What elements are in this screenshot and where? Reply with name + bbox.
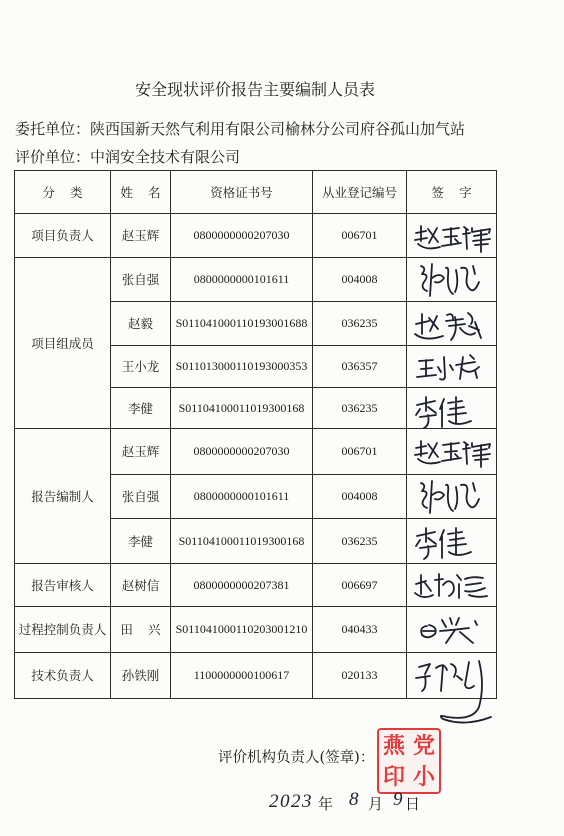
registration-number-cell: 036235 xyxy=(313,519,407,564)
client-label: 委托单位： xyxy=(15,120,91,138)
client-line xyxy=(15,120,465,138)
cert-number-cell: S011013000110193000353 xyxy=(171,346,313,388)
date-year-unit: 年 xyxy=(318,795,334,813)
signature-cell xyxy=(407,388,497,429)
registration-number-cell: 020133 xyxy=(313,653,407,699)
name-cell: 张自强 xyxy=(111,475,171,519)
handwritten-signature xyxy=(413,216,493,256)
cert-number-cell: S011041000110193001688 xyxy=(171,302,313,346)
header-name: 姓 名 xyxy=(111,171,171,214)
category-cell: 技术负责人 xyxy=(15,653,111,699)
handwritten-signature xyxy=(413,348,493,388)
registration-number-cell: 036235 xyxy=(313,302,407,346)
handwritten-signature xyxy=(413,566,493,606)
name-cell: 赵树信 xyxy=(111,564,171,607)
registration-number-cell: 036235 xyxy=(313,388,407,429)
category-cell: 项目负责人 xyxy=(15,214,111,258)
handwritten-signature xyxy=(413,655,493,695)
registration-number-cell: 006701 xyxy=(313,429,407,475)
signature-cell xyxy=(407,429,497,475)
seal-char: 小 xyxy=(412,763,435,790)
signature-cell xyxy=(407,302,497,346)
signature-cell xyxy=(407,519,497,564)
name-cell: 王小龙 xyxy=(111,346,171,388)
cert-number-cell: 0800000000207381 xyxy=(171,564,313,607)
handwritten-signature xyxy=(413,477,493,517)
name-cell: 李健 xyxy=(111,388,171,429)
table-row xyxy=(15,214,497,258)
handwritten-signature xyxy=(413,431,493,471)
date-month: 8 xyxy=(349,789,359,810)
table-row xyxy=(15,429,497,475)
date-day-unit: 日 xyxy=(405,795,421,813)
cert-number-cell: S011041000110203001210 xyxy=(171,607,313,653)
official-seal xyxy=(377,728,441,794)
cert-number-cell: 1100000000100617 xyxy=(171,653,313,699)
table-row xyxy=(15,258,497,302)
registration-number-cell: 004008 xyxy=(313,258,407,302)
signature-cell xyxy=(407,564,497,607)
signature-cell xyxy=(407,214,497,258)
name-cell: 田 兴 xyxy=(111,607,171,653)
header-signature: 签 字 xyxy=(407,171,497,214)
category-cell: 过程控制负责人 xyxy=(15,607,111,653)
table-row xyxy=(15,564,497,607)
seal-char: 印 xyxy=(382,763,405,790)
cert-number-cell: 0800000000207030 xyxy=(171,214,313,258)
handwritten-signature xyxy=(413,390,493,430)
registration-number-cell: 036357 xyxy=(313,346,407,388)
handwritten-signature xyxy=(413,304,493,344)
registration-number-cell: 004008 xyxy=(313,475,407,519)
cert-number-cell: 0800000000101611 xyxy=(171,475,313,519)
registration-number-cell: 006701 xyxy=(313,214,407,258)
cert-number-cell: 0800000000207030 xyxy=(171,429,313,475)
evaluator-line xyxy=(15,148,240,166)
personnel-table xyxy=(14,170,497,699)
signature-cell xyxy=(407,607,497,653)
name-cell: 赵玉辉 xyxy=(111,429,171,475)
evaluator-label: 评价单位： xyxy=(15,148,91,166)
name-cell: 赵毅 xyxy=(111,302,171,346)
name-cell: 赵玉辉 xyxy=(111,214,171,258)
cert-number-cell: S01104100011019300168 xyxy=(171,519,313,564)
handwritten-signature xyxy=(413,609,493,649)
name-cell: 张自强 xyxy=(111,258,171,302)
evaluator-value: 中润安全技术有限公司 xyxy=(90,148,241,166)
date-day: 9 xyxy=(393,789,403,810)
registration-number-cell: 040433 xyxy=(313,607,407,653)
handwritten-signature xyxy=(413,260,493,300)
signature-cell xyxy=(407,475,497,519)
seal-char: 燕 xyxy=(382,732,405,759)
header-category: 分 类 xyxy=(15,171,111,214)
category-cell: 报告编制人 xyxy=(15,429,111,564)
category-cell: 报告审核人 xyxy=(15,564,111,607)
table-row xyxy=(15,653,497,699)
date-month-unit: 月 xyxy=(368,795,384,813)
org-head-signature-label: 评价机构负责人(签章)： xyxy=(218,750,375,766)
registration-number-cell: 006697 xyxy=(313,564,407,607)
signature-cell xyxy=(407,346,497,388)
header-cert: 资格证书号 xyxy=(171,171,313,214)
page-title: 安全现状评价报告主要编制人员表 xyxy=(134,80,375,99)
header-reg: 从业登记编号 xyxy=(313,171,407,214)
handwritten-signature xyxy=(413,521,493,561)
cert-number-cell: S01104100011019300168 xyxy=(171,388,313,429)
seal-char: 党 xyxy=(412,732,435,759)
signature-cell xyxy=(407,258,497,302)
table-row xyxy=(15,607,497,653)
date-year: 2023 xyxy=(269,791,313,812)
category-cell: 项目组成员 xyxy=(15,258,111,429)
name-cell: 李健 xyxy=(111,519,171,564)
client-value: 陕西国新天然气利用有限公司榆林分公司府谷孤山加气站 xyxy=(90,120,466,138)
cert-number-cell: 0800000000101611 xyxy=(171,258,313,302)
name-cell: 孙铁刚 xyxy=(111,653,171,699)
table-header-row xyxy=(15,171,497,214)
signature-cell xyxy=(407,653,497,699)
